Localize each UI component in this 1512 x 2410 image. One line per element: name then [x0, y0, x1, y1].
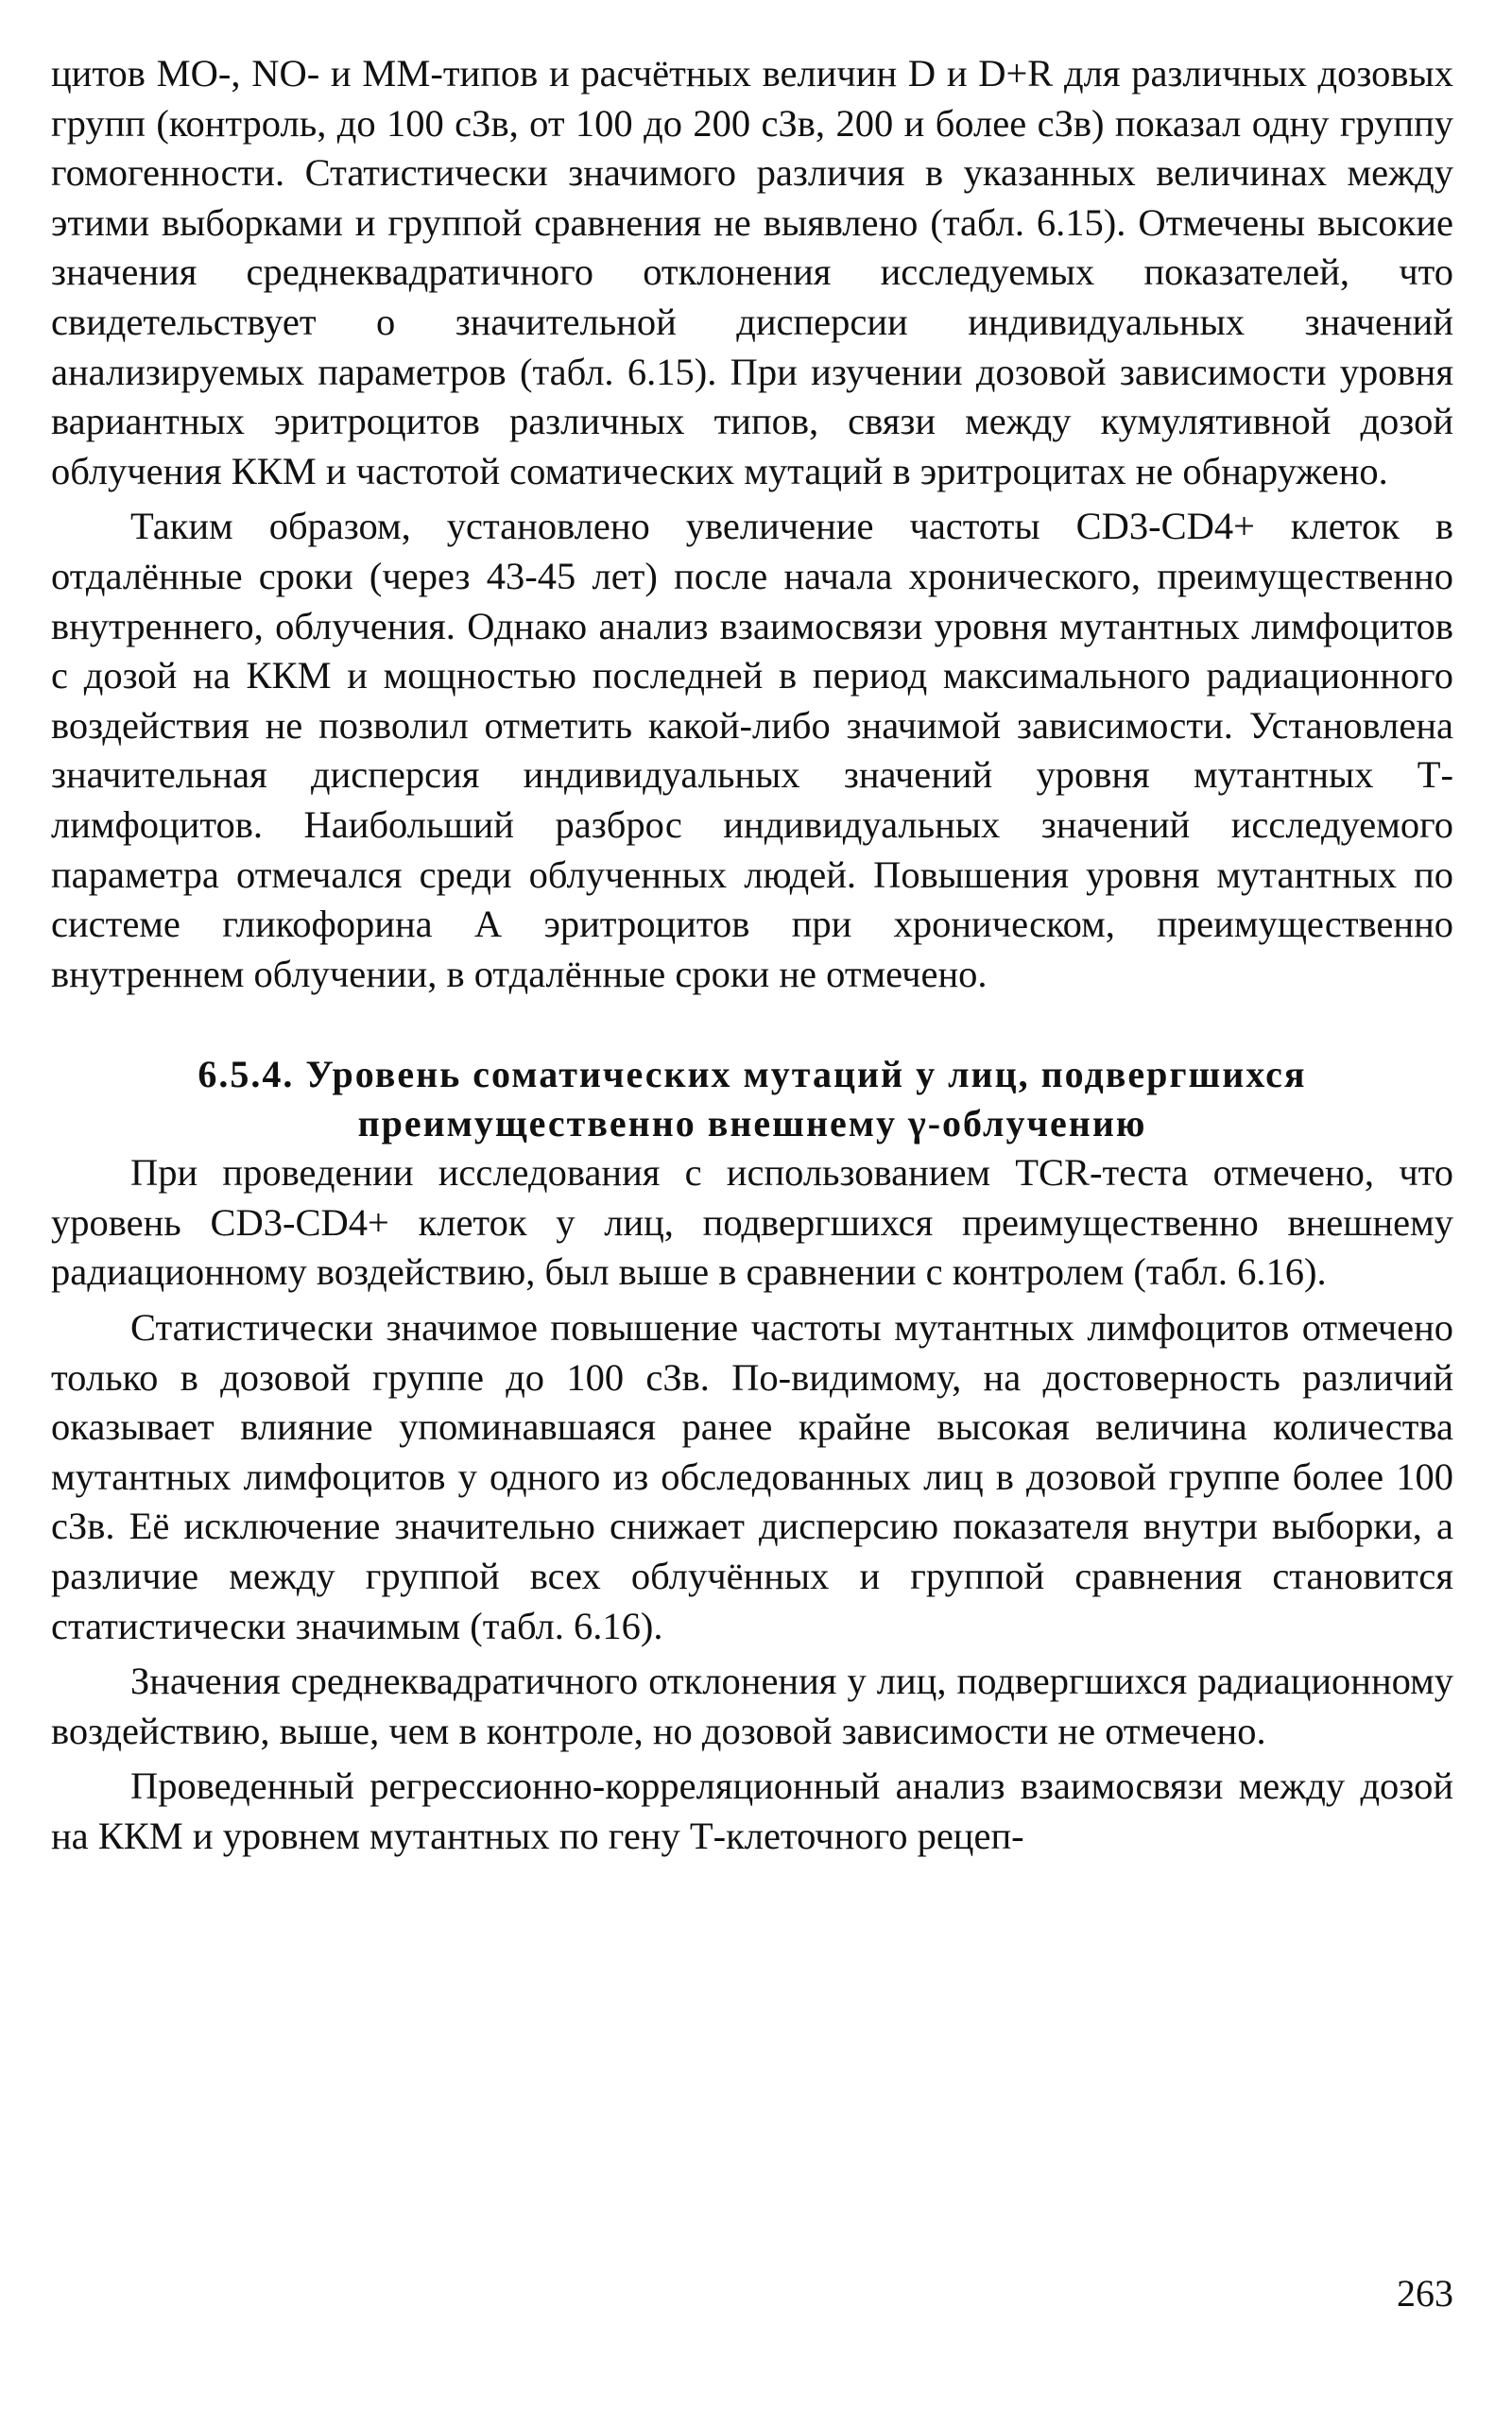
paragraph-continuation: цитов МО-, NO- и ММ-типов и расчётных величин D и D+R для различных дозовых групп (контроль, до 100 сЗв, от 100 до 200 сЗв, 200 и более сЗв) показал одну группу гомогенности. Статистически значимого различия в указанных величинах между этими выборками и группой сравнения не выявлено (табл. 6.15). Отмечены высокие значения среднеквадратичного отклонения исследуемых показателей, что свидетельствует о значительной дисперсии индивидуальных значений анализируемых параметров (табл. 6.15). При изучении дозовой зависимости уровня вариантных эритроцитов различных типов, связи между кумулятивной дозой облучения ККМ и частотой соматических мутаций в эритроцитах не обнаружено. [51, 52, 1453, 492]
section-heading-line-2: преимущественно внешнему γ-облучению [357, 1102, 1147, 1145]
paragraph-std-deviation: Значения среднеквадратичного отклонения у лиц, подвергшихся радиационному воздействию, выше, чем в контроле, но дозовой зависимости не отмечено. [51, 1660, 1453, 1752]
paragraph-summary: Таким образом, установлено увеличение частоты CD3-CD4+ клеток в отдалённые сроки (через 43-45 лет) после начала хронического, преимущественно внутреннего, облучения. Однако анализ взаимосвязи уровня мутантных лимфоцитов с дозой на ККМ и мощностью последней в период максимального радиационного воздействия не позволил отметить какой-либо значимой зависимости. Установлена значительная дисперсия индивидуальных значений уровня мутантных Т-лимфоцитов. Наибольший разброс индивидуальных значений исследуемого параметра отмечался среди облученных людей. Повышения уровня мутантных по системе гликофорина А эритроцитов при хроническом, преимущественно внутреннем облучении, в отдалённые сроки не отмечено. [51, 505, 1453, 995]
section-heading [51, 1050, 1453, 1148]
paragraph-significance: Статистически значимое повышение частоты мутантных лимфоцитов отмечено только в дозовой группе до 100 сЗв. По-видимому, на достоверность различий оказывает влияние упоминавшаяся ранее крайне высокая величина количества мутантных лимфоцитов у одного из обследованных лиц в дозовой группе более 100 сЗв. Её исключение значительно снижает дисперсию показателя внутри выборки, а различие между группой всех облучённых и группой сравнения становится статистически значимым (табл. 6.16). [51, 1306, 1453, 1647]
section-heading-line-1: 6.5.4. Уровень соматических мутаций у лиц, подвергшихся [198, 1053, 1307, 1096]
page-body [51, 49, 1453, 1862]
paragraph-regression: Проведенный регрессионно-корреляционный анализ взаимосвязи между дозой на ККМ и уровнем мутантных по гену Т-клеточного рецеп- [51, 1764, 1453, 1857]
paragraph-tcr-test: При проведении исследования с использованием TCR-теста отмечено, что уровень CD3-CD4+ клеток у лиц, подвергшихся преимущественно внешнему радиационному воздействию, был выше в сравнении с контролем (табл. 6.16). [51, 1151, 1453, 1294]
page-number: 263 [1397, 2272, 1453, 2315]
